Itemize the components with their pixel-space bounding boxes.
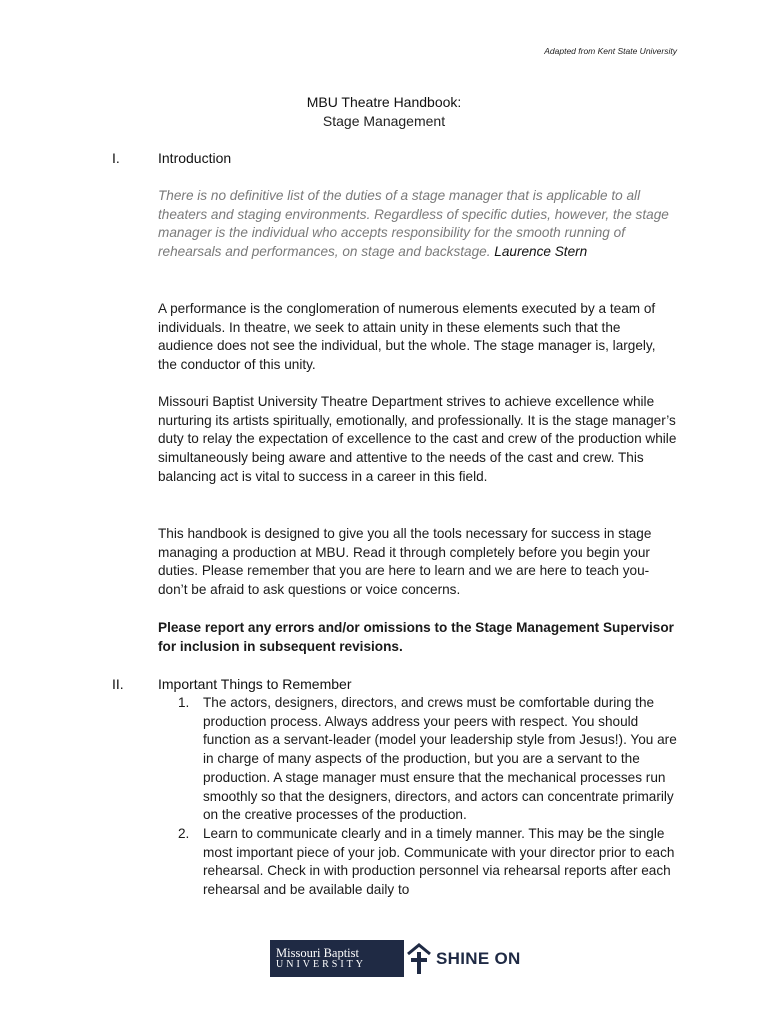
section-title: Important Things to Remember	[158, 676, 352, 692]
shine-on-tagline: SHINE ON	[436, 948, 521, 968]
section-number: I.	[112, 150, 120, 166]
footer-logo	[270, 940, 521, 977]
document-title-block	[0, 93, 768, 131]
important-things-list	[178, 694, 678, 900]
list-item	[178, 825, 678, 900]
section-heading-introduction	[112, 150, 231, 166]
intro-paragraph-1: A performance is the conglomeration of numerous elements executed by a team of individuals. In theatre, we seek to attain unity in these elements such that the audience does not see the individual, but the whole. The stage manager is, largely, the conductor of this unity.	[158, 301, 656, 373]
logo-line-2: UNIVERSITY	[276, 958, 366, 970]
quote-author: Laurence Stern	[494, 244, 588, 260]
document-subtitle: Stage Management	[322, 113, 446, 129]
quote-text: There is no definitive list of the duties of a stage manager that is applicable to all theaters and staging environments. Regardless of specific duties, however, the stage manager is the individual who accepts responsibility for the smooth running of rehearsals and performances, on stage and backstage.	[158, 188, 669, 260]
list-item-number: 2.	[178, 825, 190, 841]
intro-paragraph-3: This handbook is designed to give you all the tools necessary for success in stage managing a production at MBU. Read it through completely before you begin your duties. Please remember that you are here to learn and we are here to teach you- don’t be afraid to ask questions or voice concerns.	[158, 526, 652, 598]
list-item	[178, 694, 678, 825]
attribution-note: Adapted from Kent State University	[544, 46, 677, 56]
list-item-number: 1.	[178, 695, 190, 710]
section-number: II.	[112, 676, 124, 692]
document-title: MBU Theatre Handbook:	[306, 94, 462, 110]
intro-paragraph-2: Missouri Baptist University Theatre Department strives to achieve excellence while nurturing its artists spiritually, emotionally, and professionally. It is the stage manager’s duty to relay the expectation of excellence to the cast and crew of the production while simultaneously being aware and attentive to the needs of the cast and crew. This balancing act is vital to success in a career in this field.	[158, 394, 677, 484]
section-title: Introduction	[158, 150, 232, 166]
list-item-text: The actors, designers, directors, and crews must be comfortable during the production process. Always address your peers with respect. You should function as a servant-leader (model your leadership style from Jesus!). You are in charge of many aspects of the production, but you are a servant to the production. A stage manager must ensure that the mechanical processes run smoothly so that the designers, directors, and actors can concentrate primarily on the creative processes of the production.	[203, 695, 677, 823]
errors-note: Please report any errors and/or omissions to the Stage Management Supervisor for inclusion in subsequent revisions.	[158, 620, 674, 654]
section-heading-important-things	[112, 676, 352, 692]
list-item-text: Learn to communicate clearly and in a timely manner. This may be the single most important piece of your job. Communicate with your director prior to each rehearsal. Check in with production personnel via rehearsal reports after each rehearsal and be available daily to	[203, 825, 675, 898]
university-logo	[270, 940, 404, 977]
intro-quote	[158, 187, 678, 262]
logo-line-1: Missouri Baptist	[276, 945, 359, 960]
cross-emblem-icon	[406, 940, 432, 977]
